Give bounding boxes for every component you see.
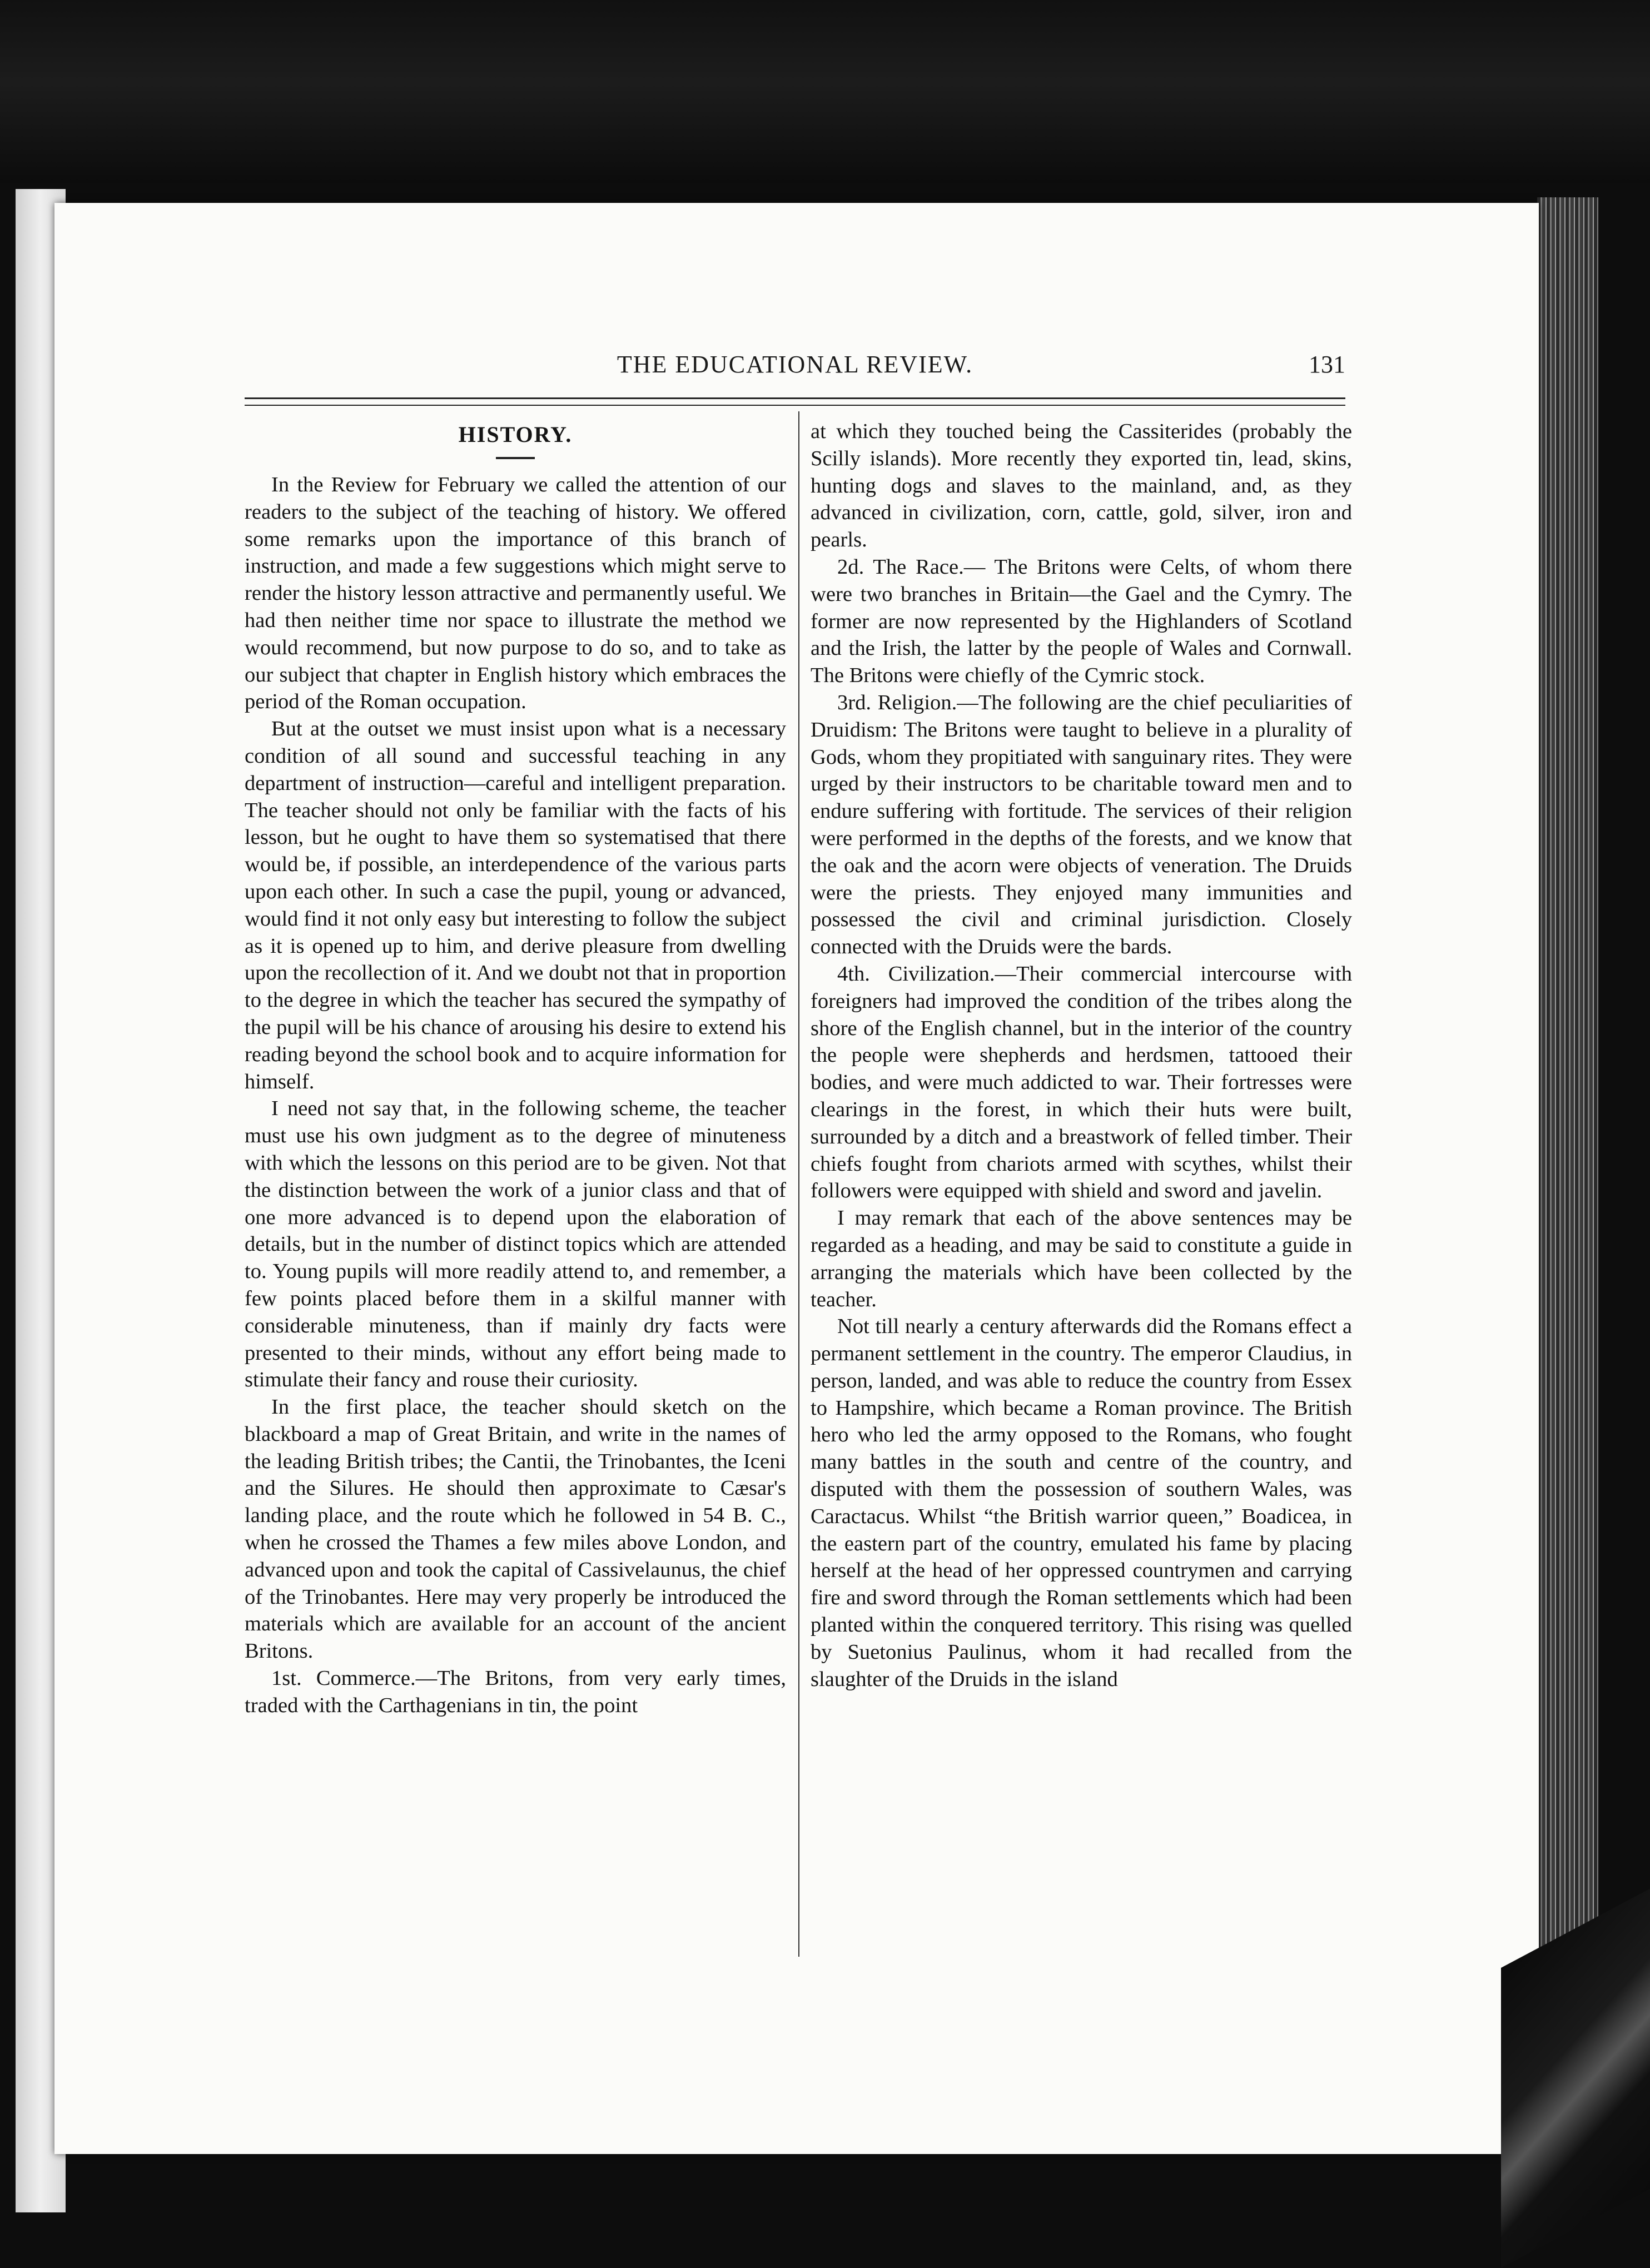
paragraph: But at the outset we must insist upon what is a necessary condition of all sound and successful teaching in any department of instruction—careful and intelligent preparation. The teacher should not only be familiar with the facts of his lesson, but he ought to have them so systematised that there would be, if possible, an interdependence of the various parts upon each other. In such a case the pupil, young or advanced, would find it not only easy but interesting to follow the subject as it is opened up to him, and derive pleasure from dwelling upon the recollection of it. And we doubt not that in proportion to the degree in which the teacher has secured the sympathy of the pupil will be his chance of arousing his desire to extend his reading beyond the school book and to acquire information for himself.	[245, 717, 786, 1093]
paragraph: 3rd. Religion.—The following are the chief peculiarities of Druidism: The Britons were taught to believe in a plurality of Gods, whom they propitiated with sanguinary rites. They were urged by their instructors to be charitable toward men and to endure suffering with fortitude. The services of their religion were performed in the depths of the forests, and we know that the oak and the acorn were objects of veneration. The Druids were the priests. They enjoyed many immunities and possessed the civil and criminal jurisdiction. Closely connected with the Druids were the bards.	[811, 690, 1352, 959]
column-divider	[798, 411, 799, 1957]
running-title: THE EDUCATIONAL REVIEW.	[617, 351, 973, 378]
page-number: 131	[1309, 351, 1345, 378]
paragraph: I may remark that each of the above sentences may be regarded as a heading, and may be said to constitute a guide in arranging the materials which have been collected by the teacher.	[811, 1206, 1352, 1311]
book-page-stack-edge	[1537, 197, 1598, 2132]
scan-top-shadow	[0, 0, 1650, 183]
article-title: HISTORY.	[458, 422, 573, 447]
page-header	[245, 350, 1345, 384]
paragraph-continuation: at which they touched being the Cassiterides (probably the Scilly islands). More recently they exported tin, lead, skins, hunting dogs and slaves to the mainland, and, as they advanced in civilization, corn, cattle, gold, silver, iron and pearls.	[811, 420, 1352, 552]
left-column	[245, 418, 786, 1719]
paragraph: 4th. Civilization.—Their commercial intercourse with foreigners had improved the condition of the tribes along the shore of the English channel, but in the interior of the country the people were shepherds and herdsmen, tattooed their bodies, and were much addicted to war. Their fortresses were clearings in the forest, in which their huts were built, surrounded by a ditch and a breastwork of felled timber. Their chiefs fought from chariots armed with scythes, whilst their followers were equipped with shield and sword and javelin.	[811, 962, 1352, 1203]
paragraph: I need not say that, in the following scheme, the teacher must use his own judgment as to the degree of minuteness with which the lessons on this period are to be given. Not that the distinction between the work of a junior class and that of one more advanced is to depend upon the elaboration of details, but in the number of distinct topics which are attended to. Young pupils will more readily attend to, and remember, a few points placed before them in a skilful manner with considerable minuteness, than if mainly dry facts were presented to their minds, without any effort being made to stimulate their fancy and rouse their curiosity.	[245, 1097, 786, 1392]
right-column	[811, 418, 1352, 1693]
title-ornament-dash	[496, 457, 535, 459]
paragraph: 1st. Commerce.—The Britons, from very early times, traded with the Carthagenians in tin, the point	[245, 1667, 786, 1717]
header-rule-thick	[245, 397, 1345, 399]
paragraph: In the Review for February we called the attention of our readers to the subject of the teaching of history. We offered some remarks upon the importance of this branch of instruction, and made a few suggestions which might serve to render the history lesson attractive and permanently useful. We had then neither time nor space to illustrate the method we would recommend, but now purpose to do so, and to take as our subject that chapter in English history which embraces the period of the Roman occupation.	[245, 473, 786, 714]
paragraph: 2d. The Race.— The Britons were Celts, of whom there were two branches in Britain—the Gael and the Cymry. The former are now represented by the Highlanders of Scotland and the Irish, the latter by the people of Wales and Cornwall. The Britons were chiefly of the Cymric stock.	[811, 555, 1352, 688]
paragraph: In the first place, the teacher should sketch on the blackboard a map of Great Britain, and write in the names of the leading British tribes; the Cantii, the Trinobantes, the Iceni and the Silures. He should then approximate to Cæsar's landing place, and the route which he followed in 54 B. C., when he crossed the Thames a few miles above London, and advanced upon and took the capital of Cassivelaunus, the chief of the Trinobantes. Here may very properly be introduced the materials which are available for an account of the ancient Britons.	[245, 1395, 786, 1663]
header-rule-thin	[245, 405, 1345, 406]
paragraph: Not till nearly a century afterwards did the Romans effect a permanent settlement in the country. The emperor Claudius, in person, landed, and was able to reduce the country from Essex to Hampshire, which became a Roman province. The British hero who led the army opposed to the Romans, who fought many battles in the south and centre of the country, and disputed with them the possession of southern Wales, was Caractacus. Whilst “the British warrior queen,” Boadicea, in the eastern part of the country, emulated his fame by placing herself at the head of her oppressed countrymen and carrying fire and sword through the Roman settlements which had been planted within the conquered territory. This rising was quelled by Suetonius Paulinus, whom it had recalled from the slaughter of the Druids in the island	[811, 1315, 1352, 1691]
